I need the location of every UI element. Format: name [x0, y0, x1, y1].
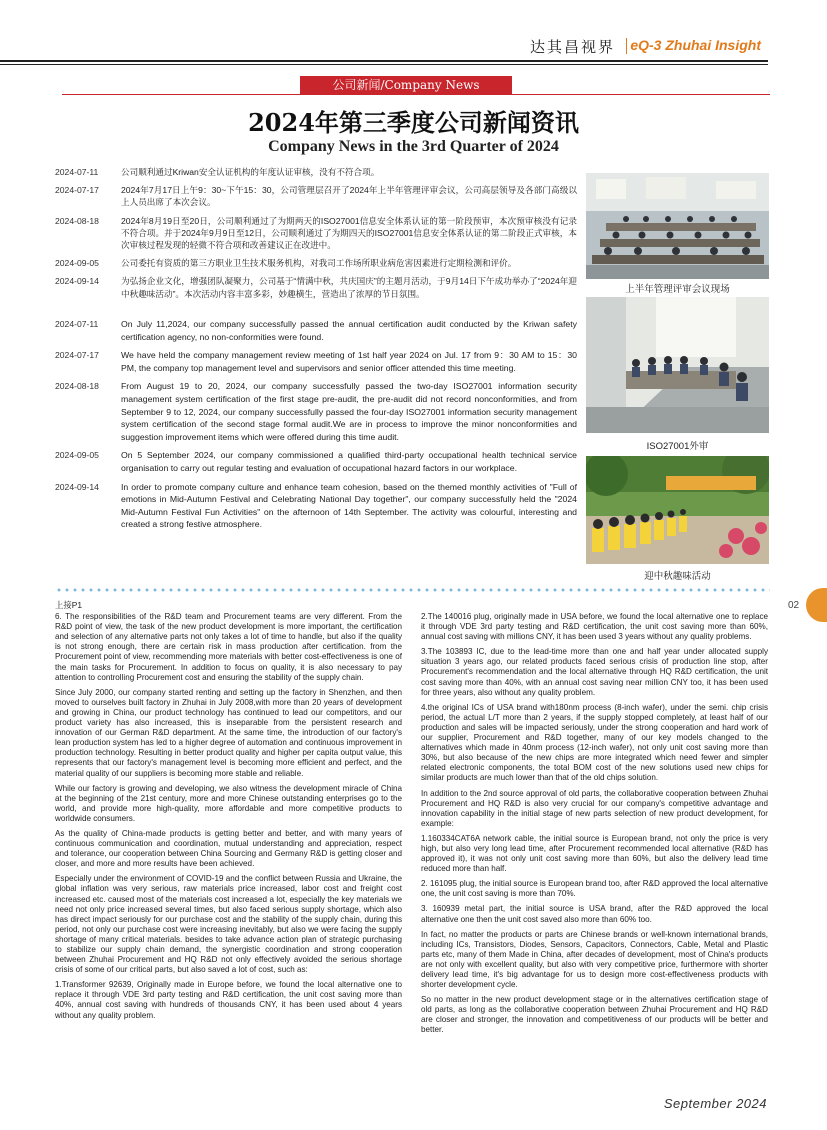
news-date: 2024-07-17 — [55, 350, 99, 361]
dotted-divider — [55, 588, 770, 592]
news-date: 2024-07-17 — [55, 185, 99, 196]
news-item — [55, 215, 577, 252]
news-item — [55, 349, 577, 374]
news-text: 为弘扬企业文化，增强团队凝聚力，公司基于“情满中秋，共庆国庆”的主题月活动，于9月14日下午成功举办了“2024年迎中秋趣味活动”。本次活动内容丰富多彩，妙趣横生，营造出了浓厚的节日氛围。 — [121, 276, 577, 299]
footer-date: September 2024 — [663, 1096, 767, 1111]
article-paragraph: 2.The 140016 plug, originally made in USA before, we found the local alternative one to replace it through VDE 3rd party testing and R&D certification, the unit cost saving more than 60%, annual cost saving with millions CNY, it has been used 3 years without any quality problems. — [421, 612, 768, 642]
news-date: 2024-07-11 — [55, 319, 99, 329]
brand-en: eQ-3 Zhuhai Insight — [630, 37, 761, 53]
article-paragraph: 3.The 103893 IC, due to the lead-time more than one and half year under allocated supply situation 3 years ago, our related products faced serious crisis of production line stop, after Procurement's recommendation and the local alternative through HQ R&D certification, the unit cost saving more than 40%, with an annual cost saving near million CNY too, it has been used for three years, also without any quality problem. — [421, 647, 768, 697]
news-text: In order to promote company culture and enhance team cohesion, based on the themed monthly activities of "Full of emotions in Mid-Autumn Festival and Celebrating National Day together", our company successfully held the "2024 Mid-Autumn Festival Fun Activities" on the afternoon of 14th September. The activity was colourful, interesting and created a strong festive atmosphere. — [121, 481, 577, 530]
news-text: 2024年8月19日至20日，公司顺利通过了为期两天的ISO27001信息安全体系认证的第一阶段预审，本次预审核没有记录不符合项。并于2024年9月9日至12日，公司顺利通过了为期四天的ISO27001信息安全体系认证的第二阶段正式审核，本次审核过程发现的轻微不符合项和改善建议正在改进中。 — [121, 215, 577, 251]
article-paragraph: In addition to the 2nd source approval of old parts, the collaborative cooperation between Zhuhai Procurement and HQ R&D is also very crucial for our company's competitive advantage and innovation capability in the initial stage of new parts selection of new product development, for example: — [421, 788, 768, 828]
article-paragraph: 3. 160939 metal part, the initial source is USA brand, after the R&D approved the local alternative one then the unit cost saved also more than 60% too. — [421, 904, 768, 924]
news-item — [55, 481, 577, 531]
article-paragraph: 1.Transformer 92639, Originally made in Europe before, we found the local alternative one to replace it through VDE 3rd party testing and R&D certification, the unit cost saving more than 40%, annual cost saving with hundreds of thousands CNY, it has been used about 4 years without any quality problem. — [55, 980, 402, 1020]
news-text: 公司委托有资质的第三方职业卫生技术服务机构，对我司工作场所职业病危害因素进行定期检测和评价。 — [121, 258, 517, 269]
article-paragraph: 2. 161095 plug, the initial source is European brand too, after R&D approved the local alternative one, the unit cost saving is more than 70%. — [421, 879, 768, 899]
article-paragraph: So no matter in the new product development stage or in the alternatives certification stage of old parts, as long as the collaborative cooperation between Zhuhai Procurement and HQ R&D are closer and stronger, the innovation and competitiveness of our products will be better and better. — [421, 995, 768, 1035]
page-number: 02 — [788, 600, 800, 611]
brand-separator — [626, 38, 628, 54]
news-text: On July 11,2024, our company successfully passed the annual certification audit conducted by the Kriwan safety certification agency, no non-conformities were found. — [121, 319, 577, 342]
section-line — [62, 94, 770, 95]
article-paragraph: 6. The responsibilities of the R&D team and Procurement teams are very different. From the R&D point of view, the task of the new product development is more important, the certification and selection of any alternative parts not only takes a lot of time to handle, but also if the quality is not strong enough, there are certain risk in mass production after certification. from the Procurement point of view, recommending more materials with better cost-effectiveness is one of the main tasks for Procurement. In addition to focus on quality, it is also necessary to pay attention to controlling Procurement cost and ensuring the stability of the supply chain. — [55, 612, 402, 682]
page-tab — [806, 588, 827, 622]
continued-label: 上接P1 — [55, 600, 82, 610]
article-paragraph: 1.160334CAT6A network cable, the initial source is European brand, not only the price is very high, but also very long lead time, after Procurement recommended local alternative (R&D has approved it), it was not only unit cost saving more than 60%, but also the delivery lead time reduced more than half. — [421, 833, 768, 874]
news-list-en — [55, 318, 577, 537]
photo-caption: 迎中秋趣味活动 — [644, 571, 711, 582]
news-date: 2024-08-18 — [55, 381, 99, 392]
news-item — [55, 184, 577, 208]
article-paragraph: While our factory is growing and developing, we also witness the development miracle of China at the beginning of the 21st century, more and more Chinese outstanding enterprises go to the world, and provide more high-quality, more affordable and more competitive products to worldwide consumers. — [55, 783, 402, 823]
photo-caption: 上半年管理评审会议现场 — [625, 284, 730, 295]
article-paragraph: As the quality of China-made products is getting better and better, and with many years of continuous communication and coordination, mutual understanding and appreciation, respect and tolerance, our cooperation between China Sourcing and Germany R&D is getting closer and closer, and more and more results have been achieved. — [55, 828, 402, 869]
article-paragraph: Since July 2000, our company started renting and setting up the factory in Shenzhen, and then moved to ourselves built factory in Zhuhai in July 2008,with more than 20 years of development and growing in China, our product technology has continued to lead our competitors, and our product variety has also increased, this is inseparable from the persistent research and innovation of our German R&D department. At the same time, the introduction of our factory's lean production system has led to a higher degree of automation and continuous improvement in production technology. Resulting in better product quality and higher per capita output value, this represents that our factory's management level is becoming more efficient and perfect, and the material quality of our suppliers is becoming more stable and reliable. — [55, 687, 402, 778]
article-paragraph: Especially under the environment of COVID-19 and the conflict between Russia and Ukraine, the global inflation was very serious, raw materials price increased, labor cost and freight cost increased etc. caused most of the materials cost increased a lot, especially the key materials we need not only price increased several times, but also faced serious supply shortage, which also has direct impact seriously for our purchase cost and the stability of the supply chain, during this period, not only our purchase cost were increasing inevitably, but also we were facing the supply shortage of many critical materials. besides to take advance action plan of strategic purchasing to stabilize our supply chain demand, the synergistic coordination and strong cooperation between Zhuhai Procurement and HQ R&D not only effectively avoided the serious shortage crisis of some of our critical parts, but also saved a lot of cost, such as: — [55, 874, 402, 975]
brand-cn: 达其昌视界 — [529, 38, 615, 56]
article-paragraph: In fact, no matter the products or parts are Chinese brands or well-known international brands, including ICs, Transistors, Diodes, Sensors, Capacitors, Connectors, Cable, Metal and Plastic parts etc, many of them Made in China, after decades of development, most of China's products are not only with excellent quality, but also with very competitive price, furthermore with shorter delivery lead time, it's big advantage for us to design more cost-effectiveness products with shorter development cycle. — [421, 929, 768, 990]
news-text: 公司顺利通过Kriwan安全认证机构的年度认证审核，没有不符合项。 — [121, 167, 380, 177]
news-item — [55, 380, 577, 443]
article-column-left — [55, 600, 402, 1026]
news-item — [55, 275, 577, 299]
audit-photo — [586, 297, 769, 433]
news-item — [55, 257, 577, 269]
page-title-cn: 2024年第三季度公司新闻资讯 — [248, 108, 579, 137]
news-date: 2024-08-18 — [55, 215, 99, 226]
news-item — [55, 449, 577, 474]
news-text: 2024年7月17日上午9：30~下午15：30，公司管理层召开了2024年上半年管理评审会议，公司高层领导及各部门高级以上人员出席了本次会议。 — [121, 185, 577, 208]
news-text: On 5 September 2024, our company commissioned a qualified third-party occupational health technical service organisation to carry out regular testing and evaluation of occupational hazard factors in our workplace. — [121, 450, 577, 473]
news-item — [55, 318, 577, 343]
section-tag: 公司新闻/Company News — [300, 76, 512, 94]
news-date: 2024-09-05 — [55, 450, 99, 461]
news-date: 2024-09-14 — [55, 276, 99, 287]
article-paragraph: 4.the original ICs of USA brand with180nm process (8-inch wafer), under the semi. chip crisis period, the actual L/T more than 2 years, if the supply stopped completely, at least half of our production and sales will be impacted seriously, under the strong cooperation and hard work of our supplier, Procurement and R&D together, many of our key models changed to the alternatives which made in 40nm process (12-inch wafer), not only unit cost saving more than 30%, but also because of the new chips are more integrated which need fewer and simpler related electronic components, the total BOM cost of the new solutions used new chips for similar products are much lower than that of the old chips solution. — [421, 702, 768, 783]
news-text: We have held the company management review meeting of 1st half year 2024 on Jul. 17 from 9：30 AM to 15：30 PM, the company top management level and supervisors and senior officer attended this time meeting. — [121, 350, 577, 373]
news-date: 2024-09-05 — [55, 258, 99, 269]
news-date: 2024-09-14 — [55, 481, 99, 492]
news-date: 2024-07-11 — [55, 167, 99, 177]
article-column-right — [421, 612, 768, 1041]
photo-caption: ISO27001外审 — [646, 441, 709, 452]
festival-photo — [586, 456, 769, 564]
news-list-cn — [55, 166, 577, 306]
header-rule-thin — [0, 64, 768, 65]
page-title-en: Company News in the 3rd Quarter of 2024 — [268, 138, 559, 155]
meeting-photo — [586, 173, 769, 279]
news-item — [55, 166, 577, 178]
header-rule — [0, 60, 768, 62]
masthead — [0, 34, 827, 64]
news-text: From August 19 to 20, 2024, our company successfully passed the two-day ISO27001 information security management system certification of the first stage pre-audit, the pre-audit did not record nonconformities, and from September 9 to 12, 2024, our company successfully passed the four-day ISO27001 information security management system certification of the second stage formal audit.We are in process to improve the minor nonconformities and suggestion improvement items which were offered during this time audit. — [121, 381, 577, 442]
